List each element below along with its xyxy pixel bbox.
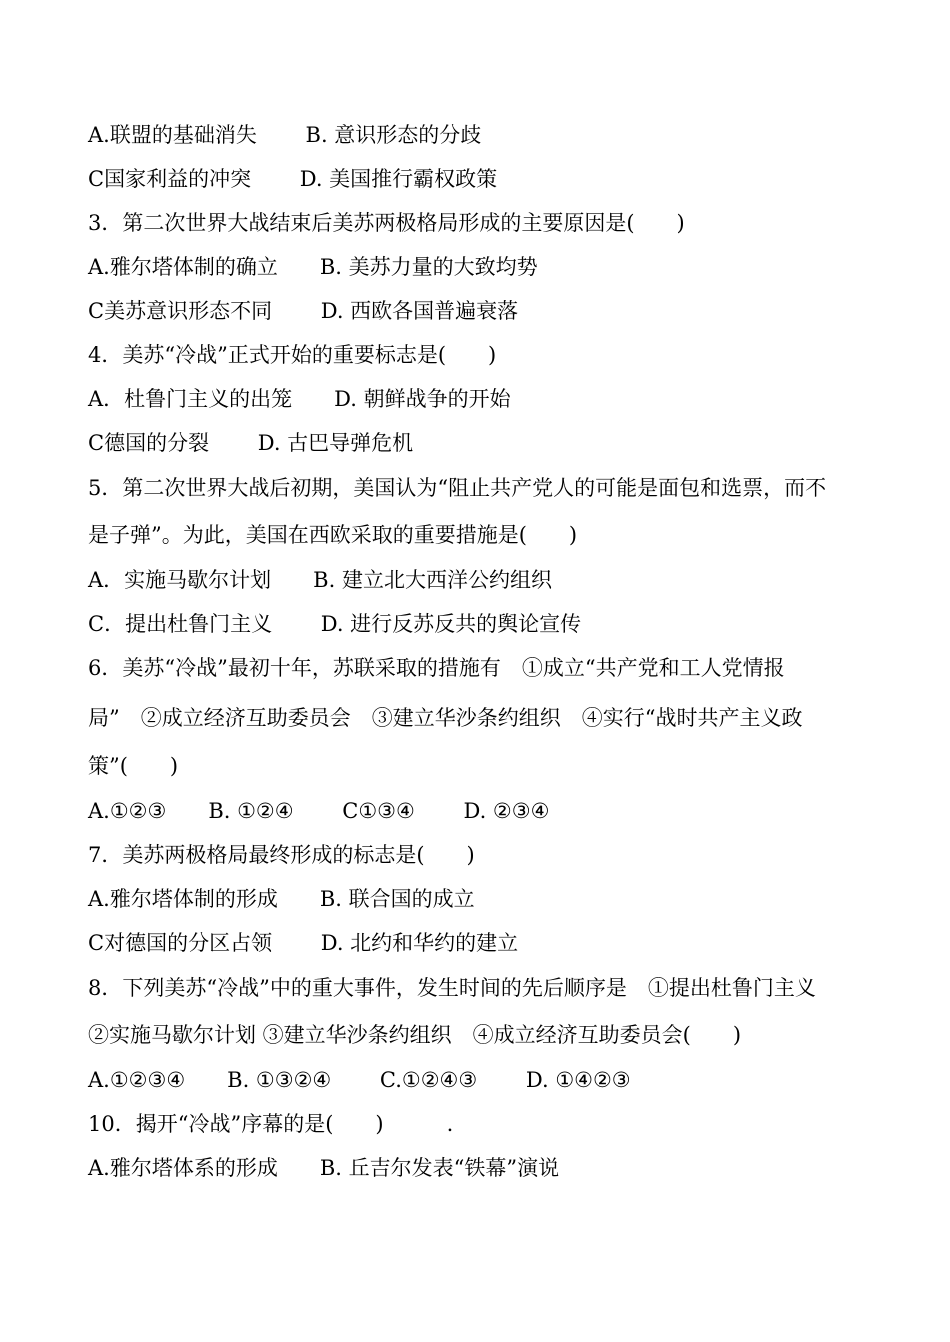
q5-options-ab: A．实施马歇尔计划 B. 建立北大西洋公约组织 (88, 568, 552, 592)
q7-options-ab: A.雅尔塔体制的形成 B. 联合国的成立 (88, 887, 475, 911)
q3-question: 3．第二次世界大战结束后美苏两极格局形成的主要原因是( ) (88, 211, 685, 235)
q8-question-line1: 8．下列美苏“冷战”中的重大事件，发生时间的先后顺序是 ①提出杜鲁门主义 (88, 976, 816, 1000)
q5-question-line1: 5．第二次世界大战后初期，美国认为“阻止共产党人的可能是面包和选票，而不 (88, 476, 827, 500)
q6-question-line1: 6．美苏“冷战”最初十年，苏联采取的措施有 ①成立“共产党和工人党情报 (88, 656, 785, 680)
q10-question: 10．揭开“冷战”序幕的是( ) . (88, 1112, 454, 1136)
q8-options: A.①②③④ B. ①③②④ C.①②④③ D. ①④②③ (88, 1068, 631, 1092)
q8-question-line2: ②实施马歇尔计划 ③建立华沙条约组织 ④成立经济互助委员会( ) (88, 1023, 742, 1047)
q5-options-cd: C．提出杜鲁门主义 D. 进行反苏反共的舆论宣传 (88, 612, 582, 636)
q4-options-cd: C德国的分裂 D. 古巴导弹危机 (88, 431, 414, 455)
q3-options-cd: C美苏意识形态不同 D. 西欧各国普遍衰落 (88, 299, 519, 323)
q10-options-ab: A.雅尔塔体系的形成 B. 丘吉尔发表“铁幕”演说 (88, 1156, 560, 1180)
q5-question-line2: 是子弹”。为此，美国在西欧采取的重要措施是( ) (88, 523, 578, 547)
q4-options-ab: A．杜鲁门主义的出笼 D. 朝鲜战争的开始 (88, 387, 511, 411)
q2-options-ab: A.联盟的基础消失 B. 意识形态的分歧 (88, 123, 482, 147)
q3-options-ab: A.雅尔塔体制的确立 B. 美苏力量的大致均势 (88, 255, 538, 279)
q6-question-line3: 策”( ) (88, 754, 179, 778)
q7-question: 7．美苏两极格局最终形成的标志是( ) (88, 843, 475, 867)
q4-question: 4．美苏“冷战”正式开始的重要标志是( ) (88, 343, 497, 367)
q7-options-cd: C对德国的分区占领 D. 北约和华约的建立 (88, 931, 519, 955)
q6-options: A.①②③ B. ①②④ C①③④ D. ②③④ (88, 799, 550, 823)
q2-options-cd: C国家利益的冲突 D. 美国推行霸权政策 (88, 167, 498, 191)
q6-question-line2: 局” ②成立经济互助委员会 ③建立华沙条约组织 ④实行“战时共产主义政 (88, 706, 803, 730)
